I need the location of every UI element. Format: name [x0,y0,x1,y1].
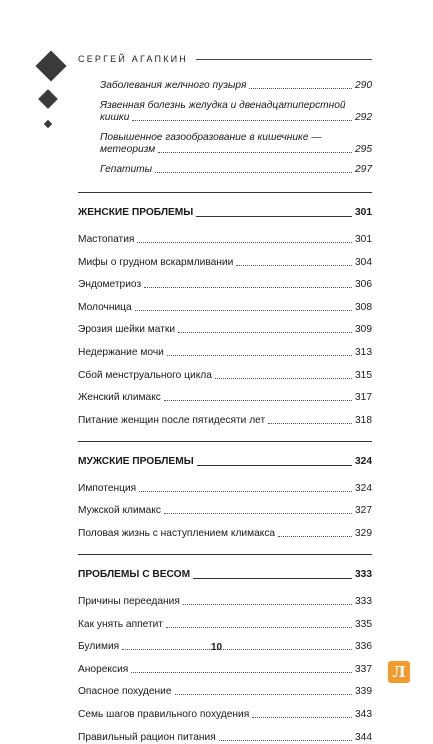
toc-entry[interactable] [78,257,372,269]
leader-dots [175,694,353,695]
leader-line [193,578,352,579]
toc-entry-page: 335 [355,618,372,630]
decorative-square-small [44,120,52,128]
toc-entry-page: 336 [355,641,372,653]
leader-dots [178,332,352,333]
leader-dots [268,423,352,424]
toc-entry-title: Анорексия [78,663,129,675]
toc-entry-title: Гепатиты [100,164,153,175]
leader-dots [167,355,352,356]
leader-dots [278,536,352,537]
leader-dots [164,400,352,401]
author-name: СЕРГЕЙ АГАПКИН [78,54,189,64]
toc-entry-title: Эндометриоз [78,279,142,291]
toc-entry[interactable] [78,483,372,495]
toc-entry[interactable] [78,302,372,314]
leader-dots [252,717,352,718]
toc-entry-page: 337 [355,663,372,675]
toc-entry[interactable] [78,370,372,382]
toc-entry[interactable] [78,80,372,92]
toc-entry-page: 297 [355,164,372,175]
toc-entry[interactable] [78,528,372,540]
toc-entry[interactable] [78,505,372,517]
toc-entry-title: Половая жизнь с наступлением климакса [78,527,276,539]
leader-line [197,465,352,466]
section-divider [78,192,372,193]
toc-entry-page: 301 [355,234,372,245]
toc-entry[interactable] [78,596,372,608]
section-divider [78,554,372,555]
toc-section-page: 301 [355,207,372,218]
toc-entry-page: 309 [355,324,372,336]
toc-entry-title-line1: Язвенная болезнь желудка и двенадцатиперстной [100,100,346,111]
toc-entry-page: 344 [355,731,372,743]
running-header [78,52,372,66]
toc-section-title: МУЖСКИЕ ПРОБЛЕМЫ [78,455,194,467]
toc-entry[interactable] [78,619,372,631]
page-number: 10 [210,642,223,653]
toc-entry-page: 304 [355,256,372,268]
toc-entry-page: 318 [355,414,372,426]
toc-entry-page: 317 [355,392,372,404]
decorative-square-large [35,50,66,81]
toc-entry-page: 306 [355,279,372,291]
leader-line [196,216,352,217]
toc-entry[interactable] [78,279,372,291]
leader-dots [166,627,352,628]
toc-entry-title: Мифы о грудном вскармливании [78,256,234,268]
toc-section-page: 333 [355,568,372,580]
toc-entry-title: Эрозия шейки матки [78,324,176,336]
toc-section-page: 324 [355,455,372,467]
toc-entry-title: Молочница [78,301,132,313]
toc-section-heading[interactable] [78,207,372,219]
toc-entry-page: 333 [355,595,372,607]
leader-dots [249,88,352,89]
toc-entry[interactable] [78,415,372,427]
toc-entry[interactable] [78,100,372,124]
toc-entry-page: 308 [355,301,372,313]
leader-dots [137,242,352,243]
toc-entry-title-line1: Повышенное газообразование в кишечнике — [100,132,322,143]
toc-section-title: ПРОБЛЕМЫ С ВЕСОМ [78,568,191,580]
toc-entry-title: Импотенция [78,482,137,494]
toc-section-title: ЖЕНСКИЕ ПРОБЛЕМЫ [78,207,194,218]
leader-dots [155,172,352,173]
leader-dots [183,604,352,605]
toc-entry-page: 339 [355,686,372,698]
leader-dots [132,120,352,121]
toc-entry-title: Мастопатия [78,234,135,245]
toc-entry-page: 313 [355,346,372,358]
toc-entry[interactable] [78,664,372,676]
toc-entry-title-line2: кишки [100,112,130,123]
toc-entry-title: Недержание мочи [78,346,164,358]
toc-entry-title: Заболевания желчного пузыря [100,80,247,91]
leader-dots [236,265,352,266]
toc-section-heading[interactable] [78,569,372,581]
toc-entry[interactable] [78,132,372,156]
toc-entry[interactable] [78,324,372,336]
toc-entry-title: Сбой менструального цикла [78,369,212,381]
toc-entry-title: Семь шагов правильного похудения [78,708,250,720]
toc-entry-page: 292 [355,112,372,123]
toc-entry-title: Питание женщин после пятидесяти лет [78,414,266,426]
leader-dots [158,152,352,153]
toc-entry-title: Мужской климакс [78,505,162,517]
toc-section-heading[interactable] [78,456,372,468]
leader-dots [219,740,352,741]
toc-entry[interactable] [78,732,372,744]
toc-entry-page: 290 [355,80,372,91]
toc-entry-title: Причины переедания [78,595,180,607]
toc-entry[interactable] [78,392,372,404]
toc-entry[interactable] [78,686,372,698]
leader-dots [164,513,352,514]
toc-entry[interactable] [78,347,372,359]
publisher-logo-icon: Л [388,661,410,683]
toc-entry-title: Как унять аппетит [78,618,163,630]
toc-entry[interactable] [78,234,372,246]
toc-entry-title: Женский климакс [78,392,161,404]
section-divider [78,441,372,442]
header-rule [196,59,372,60]
toc-entry-page: 329 [355,527,372,539]
decorative-square-medium [38,89,58,109]
leader-dots [131,672,352,673]
toc-entry[interactable] [78,164,372,176]
toc-entry-title: Опасное похудение [78,686,172,698]
toc-entry-title: Правильный рацион питания [78,731,216,743]
leader-dots [139,491,352,492]
toc-entry-page: 324 [355,482,372,494]
toc-entry-page: 327 [355,505,372,517]
toc-entry[interactable] [78,709,372,721]
leader-dots [215,378,352,379]
toc-entry-page: 343 [355,708,372,720]
leader-dots [144,287,352,288]
leader-dots [135,310,352,311]
toc-entry-page: 315 [355,369,372,381]
toc-entry-title-line2: метеоризм [100,144,156,155]
toc-entry-title: Булимия [78,641,120,653]
toc-entry-page: 295 [355,144,372,155]
